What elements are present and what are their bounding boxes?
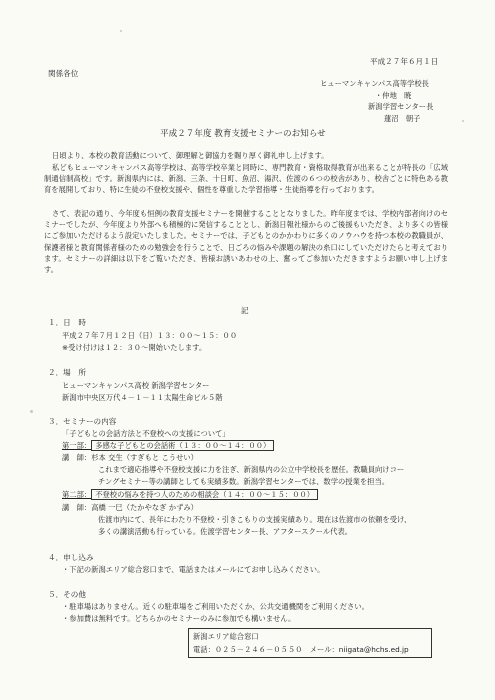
contact-phone-email: 電話：０２５－２４６－０５５０ メール：niigata@hchs.ed.jp: [193, 645, 409, 654]
section-venue-address: 新潟市中央区万代４－１－１１太陽生命ビル５階: [62, 393, 223, 402]
sender-center-head-name: 蓮沼 朝子: [384, 114, 421, 123]
section-venue-name: ヒューマンキャンパス高校 新潟学習センター: [62, 381, 210, 390]
lecturer2-bio-line2: 多くの講演活動も行っている。佐渡学習センター長、アフタースクール代表。: [98, 527, 353, 536]
section-date-heading: １．日 時: [48, 318, 86, 327]
scan-speck: [462, 120, 464, 122]
part1-label: 第一部：: [62, 441, 92, 450]
section-other-fee: ・参加費は無料です。どちらかのセミナーのみに参加でも構いません。: [62, 614, 296, 623]
lecturer1-bio-line1: これまで適応指導や不登校支援に力を注ぎ、新潟県内の公立中学校長を歴任。教職員向けコー: [98, 465, 405, 474]
sender-organization: ヒューマンキャンパス高等学校長: [320, 79, 429, 88]
lecturer1-name: 杉本 交生（すぎもと こうせい）: [91, 453, 198, 462]
part1-row: [62, 440, 274, 451]
contact-box: [188, 628, 432, 658]
sender-principal-name: ・仲地 暁: [375, 91, 412, 100]
part2-label: 第二部：: [62, 490, 92, 499]
seminar-theme: 「子どもとの会話方法と不登校への支援について」: [62, 429, 230, 438]
body-paragraph-greeting: 日頃より、本校の教育活動について、御理解と御協力を賜り厚く御礼申し上げます。: [52, 151, 329, 160]
section-content-heading: ３．セミナーの内容: [48, 417, 117, 426]
section-other-heading: ５．その他: [48, 590, 86, 599]
recipient: 関係各位: [48, 69, 79, 78]
contact-title: 新潟エリア総合窓口: [193, 632, 259, 641]
section-venue-heading: ２．場 所: [48, 368, 86, 377]
lecturer2-bio-line1: 佐渡市内にて、長年にわたり不登校・引きこもりの支援実績あり。現在は佐渡市の依頼を受け、: [98, 515, 412, 524]
document-date: 平成２７年６月１日: [370, 57, 439, 66]
lecturer1-label: 講 師：: [62, 453, 92, 462]
section-date-reception-note: ※受け付けは１２：３０～開始いたします。: [62, 343, 207, 352]
body-paragraph-seminar-intro: さて、表記の通り、今年度も恒例の教育支援セミナーを開催することとなりました。昨年度までは、学校内部者向けのセミナーでしたが、今年度より外部へも積極的に発信することとし、新潟日報社様からのご後援もいただき、より多くの皆様にご参加いただけるよう設定いたしました。セミナーでは、子どもとのかかわりに多くのノウハウを持つ本校の教職員が、保護者様と教育関係者様のための勉強会を行うことで、日ごろの悩みや課題の解決の糸口にしていただけたらと考えております。セミナーの詳細は以下をご覧いただき、皆様お誘いあわせの上、奮ってご参加いただきますようお願い申し上げます。: [44, 209, 448, 275]
section-application-heading: ４．申し込み: [48, 553, 94, 562]
body-paragraph-school-intro: 私どもヒューマンキャンパス高等学校は、高等学校卒業と同時に、専門教育・資格取得教育が出来ることが特長の「広域制通信制高校」です。新潟県内には、新潟、三条、十日町、魚沼、湯沢、佐渡の６つの校舎があり、校舎ごとに特色ある教育を展開しており、特に生徒の不登校支援や、個性を尊重した学習指導・生徒指導を行っております。: [44, 163, 448, 195]
lecturer2-name: 高橋 一巳（たかやなぎ かずみ）: [91, 503, 198, 512]
scan-speck: [30, 410, 33, 413]
lecturer2-label: 講 師：: [62, 503, 92, 512]
part2-title: 不登校の悩みを持つ人のための相談会（１４：００～１５：００）: [91, 489, 318, 500]
document-title: 平成２７年度 教育支援セミナーのお知らせ: [160, 129, 326, 139]
section-date-datetime: 平成２７年７月１２日（日）１３：００～１５：００: [62, 331, 238, 340]
sender-center-title: 新潟学習センター長: [368, 102, 434, 111]
lecturer2-row: [62, 502, 198, 513]
section-other-parking: ・駐車場はありません。近くの駐車場をご利用いただくか、公共交通機関をご利用ください。: [62, 602, 369, 611]
part1-title: 多感な子どもとの会話術（１３：００～１４：００）: [91, 440, 274, 451]
lecturer1-bio-line2: チングセミナー等の講師としても実績多数。新潟学習センターでは、数学の授業を担当。: [98, 477, 390, 486]
scan-speck: [120, 30, 122, 32]
section-application-text: ・下記の新潟エリア総合窓口まで、電話またはメールにてお申し込みください。: [62, 565, 325, 574]
lecturer1-row: [62, 452, 198, 463]
ki-marker: 記: [241, 306, 249, 315]
part2-row: [62, 489, 318, 500]
